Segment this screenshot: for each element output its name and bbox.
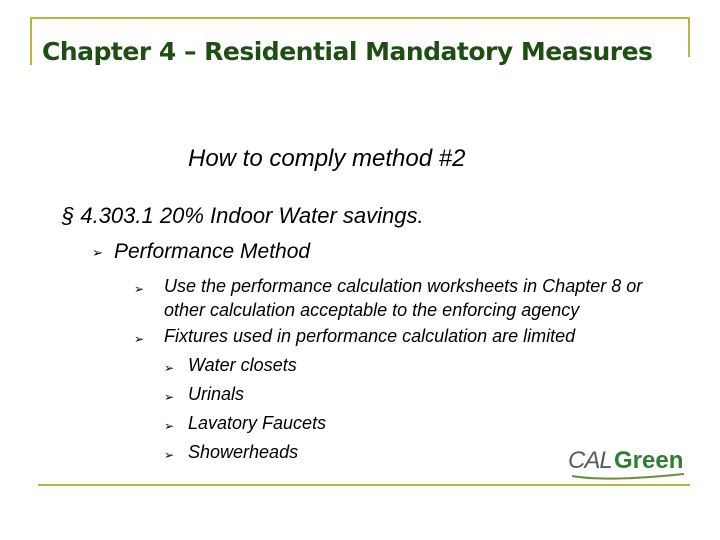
section-heading: § 4.303.1 20% Indoor Water savings. bbox=[62, 203, 424, 228]
fixture-text: Showerheads bbox=[188, 442, 299, 462]
arrow-bullet-icon: ➢ bbox=[134, 332, 145, 346]
arrow-bullet-icon: ➢ bbox=[92, 245, 103, 260]
arrow-bullet-icon: ➢ bbox=[134, 282, 145, 296]
fixture-text: Urinals bbox=[188, 384, 245, 404]
fixture-text: Lavatory Faucets bbox=[188, 413, 327, 433]
slide-subtitle: How to comply method #2 bbox=[188, 145, 466, 172]
arrow-bullet-icon: ➢ bbox=[164, 448, 175, 462]
frame-left-rule bbox=[30, 17, 32, 65]
logo-swoosh bbox=[572, 474, 684, 479]
frame-bottom-rule bbox=[38, 484, 690, 486]
calgreen-logo bbox=[566, 438, 690, 482]
arrow-bullet-icon: ➢ bbox=[164, 361, 175, 375]
fixture-text: Water closets bbox=[188, 355, 297, 375]
arrow-bullet-icon: ➢ bbox=[164, 419, 175, 433]
logo-cal-text: CAL bbox=[568, 447, 612, 474]
slide-title: Chapter 4 – Residential Mandatory Measures bbox=[42, 37, 653, 66]
bullet-text: Use the performance calculation worksheets in Chapter 8 or other calculation acceptable to the enforcing agency bbox=[164, 276, 643, 320]
arrow-bullet-icon: ➢ bbox=[164, 390, 175, 404]
logo-green-text: Green bbox=[614, 447, 684, 474]
bullet-text: Fixtures used in performance calculation are limited bbox=[164, 326, 576, 346]
bullet-text: Performance Method bbox=[114, 240, 311, 263]
frame-top-rule bbox=[30, 17, 690, 19]
frame-right-rule bbox=[688, 17, 690, 57]
